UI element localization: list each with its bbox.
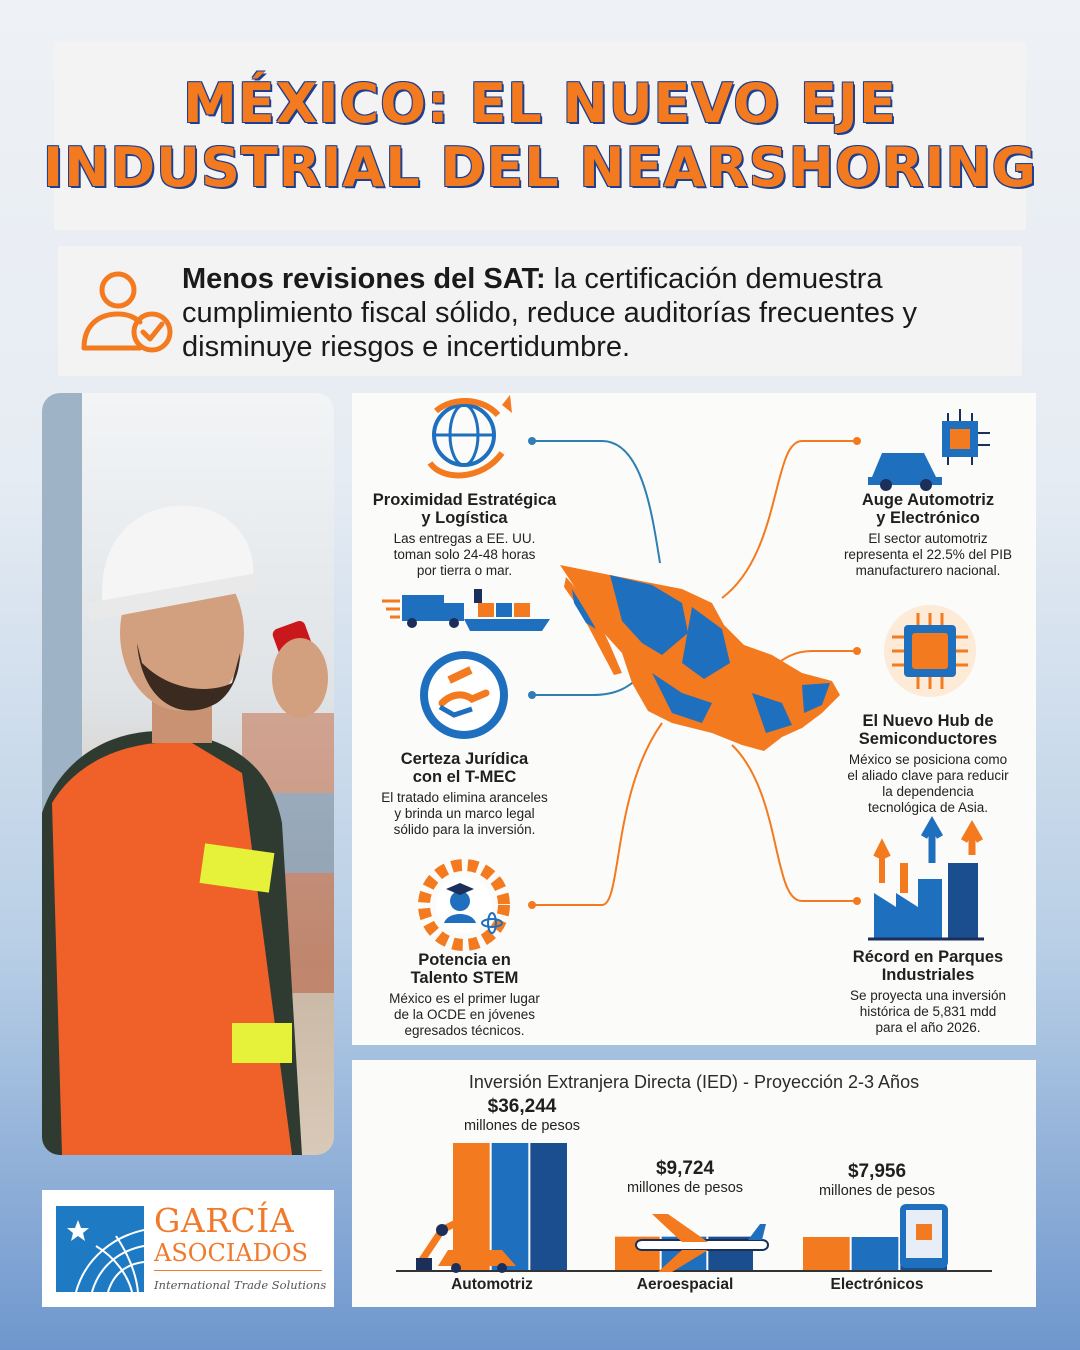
feature-semis-title-1: El Nuevo Hub de: [862, 712, 994, 730]
factory-growth-icon: [868, 823, 984, 939]
feature-certeza-desc-2: y brinda un marco legal: [394, 806, 535, 821]
feature-automotriz-title-2: y Electrónico: [876, 509, 980, 527]
sat-text: [182, 262, 1012, 364]
unit-aeroespacial: millones de pesos: [626, 1180, 744, 1196]
feature-talento-desc: [352, 991, 577, 1039]
gear-graduate-icon: [424, 865, 504, 945]
globe-arrows-icon: [430, 395, 512, 475]
user-check-icon: [80, 266, 180, 356]
bar-automotriz-3: [530, 1143, 567, 1271]
feature-semis-desc-1: México se posiciona como: [848, 752, 1008, 767]
infographic-panel: [352, 393, 1036, 1045]
feature-automotriz-desc-3: manufacturero nacional.: [855, 563, 1001, 578]
feature-proximidad-title-2: y Logística: [421, 509, 508, 527]
value-automotriz: $36,244: [487, 1096, 557, 1117]
title-banner: [43, 42, 1037, 230]
sat-callout: [58, 246, 1022, 376]
value-label-automotriz: [432, 1096, 612, 1134]
truck-ship-icon: [382, 589, 550, 631]
feature-automotriz-title-1: Auge Automotriz: [861, 491, 995, 509]
feature-semiconductores: [818, 712, 1038, 816]
car-chip-icon: [868, 409, 990, 491]
feature-semis-desc-2: el aliado clave para reducir: [847, 768, 1009, 783]
logo-divider: [154, 1270, 322, 1271]
bar-electrónicos-1: [803, 1237, 850, 1271]
page-title-line-2: INDUSTRIAL DEL NEARSHORING: [43, 136, 1037, 199]
feature-automotriz-desc-2: representa el 22.5% del PIB: [843, 547, 1013, 562]
feature-parques: [818, 948, 1038, 1036]
feature-talento-title-2: Talento STEM: [410, 969, 519, 987]
feature-certeza-title-1: Certeza Jurídica: [400, 750, 529, 768]
value-electronicos: $7,956: [847, 1161, 907, 1182]
feature-talento-desc-2: de la OCDE en jóvenes: [393, 1007, 536, 1022]
feature-proximidad: [352, 491, 577, 579]
feature-proximidad-title-1: Proximidad Estratégica: [372, 491, 557, 509]
worker-illustration: [42, 393, 334, 1155]
worker-photo: [42, 393, 334, 1155]
feature-proximidad-desc-3: por tierra o mar.: [416, 563, 513, 578]
feature-certeza-desc-3: sólido para la inversión.: [393, 822, 536, 837]
logo-name-1: GARCÍA: [154, 1201, 295, 1240]
feature-certeza-desc: [352, 790, 577, 838]
feature-parques-title-1: Récord en Parques: [852, 948, 1004, 966]
value-label-aeroespacial: [595, 1158, 775, 1196]
logo-tagline: International Trade Solutions: [154, 1278, 327, 1292]
logo-name-2: ASOCIADOS: [154, 1239, 308, 1267]
ied-chart-panel: [352, 1060, 1036, 1307]
feature-automotriz: [818, 491, 1038, 579]
mexico-map-icon: [560, 565, 840, 751]
feature-talento-title-1: Potencia en: [418, 951, 511, 969]
feature-semis-desc-4: tecnológica de Asia.: [867, 800, 989, 815]
value-label-electronicos: [787, 1161, 967, 1199]
feature-automotriz-desc: [818, 531, 1038, 579]
bar-electrónicos-2: [852, 1237, 899, 1271]
value-aeroespacial: $9,724: [655, 1158, 715, 1179]
gavel-handshake-icon: [420, 651, 508, 739]
connector-certeza: [532, 675, 642, 695]
sat-body: la certificación demuestra cumplimiento fiscal sólido, reduce auditorías frecuentes y disminuye riesgos e incertidumbre.: [182, 263, 918, 363]
feature-automotriz-desc-1: El sector automotriz: [868, 531, 988, 546]
feature-talento: [352, 951, 577, 1039]
tablet-chip-icon: [900, 1204, 948, 1268]
feature-talento-desc-3: egresados técnicos.: [404, 1023, 525, 1038]
feature-parques-desc-2: histórica de 5,831 mdd: [859, 1004, 997, 1019]
unit-automotriz: millones de pesos: [463, 1118, 581, 1134]
feature-proximidad-desc-1: Las entregas a EE. UU.: [393, 531, 536, 546]
unit-electronicos: millones de pesos: [818, 1183, 936, 1199]
category-automotriz: Automotriz: [451, 1276, 533, 1293]
feature-certeza-title-2: con el T-MEC: [412, 768, 517, 786]
feature-parques-desc: [818, 988, 1038, 1036]
feature-certeza-desc-1: El tratado elimina aranceles: [381, 790, 548, 805]
feature-parques-desc-3: para el año 2026.: [875, 1020, 981, 1035]
feature-semis-title-2: Semiconductores: [858, 730, 998, 748]
page-title-line-1: MÉXICO: EL NUEVO EJE: [183, 72, 897, 135]
feature-parques-desc-1: Se proyecta una inversión: [849, 988, 1007, 1003]
feature-certeza: [352, 750, 577, 838]
feature-semis-desc-3: la dependencia: [882, 784, 974, 799]
feature-proximidad-desc: [352, 531, 577, 579]
semiconductor-chip-icon: [884, 605, 976, 697]
feature-semis-desc: [818, 752, 1038, 816]
feature-parques-title-2: Industriales: [881, 966, 975, 984]
globe-star-icon: [56, 1206, 144, 1292]
feature-talento-desc-1: México es el primer lugar: [389, 991, 540, 1006]
category-aeroespacial: Aeroespacial: [636, 1276, 734, 1293]
sat-heading: Menos revisiones del SAT:: [182, 263, 546, 295]
category-electronicos: Electrónicos: [830, 1276, 924, 1293]
chart-title: Inversión Extranjera Directa (IED) - Proyección 2-3 Años: [468, 1072, 920, 1092]
feature-proximidad-desc-2: toman solo 24-48 horas: [393, 547, 536, 562]
garcia-asociados-logo: [42, 1190, 334, 1307]
